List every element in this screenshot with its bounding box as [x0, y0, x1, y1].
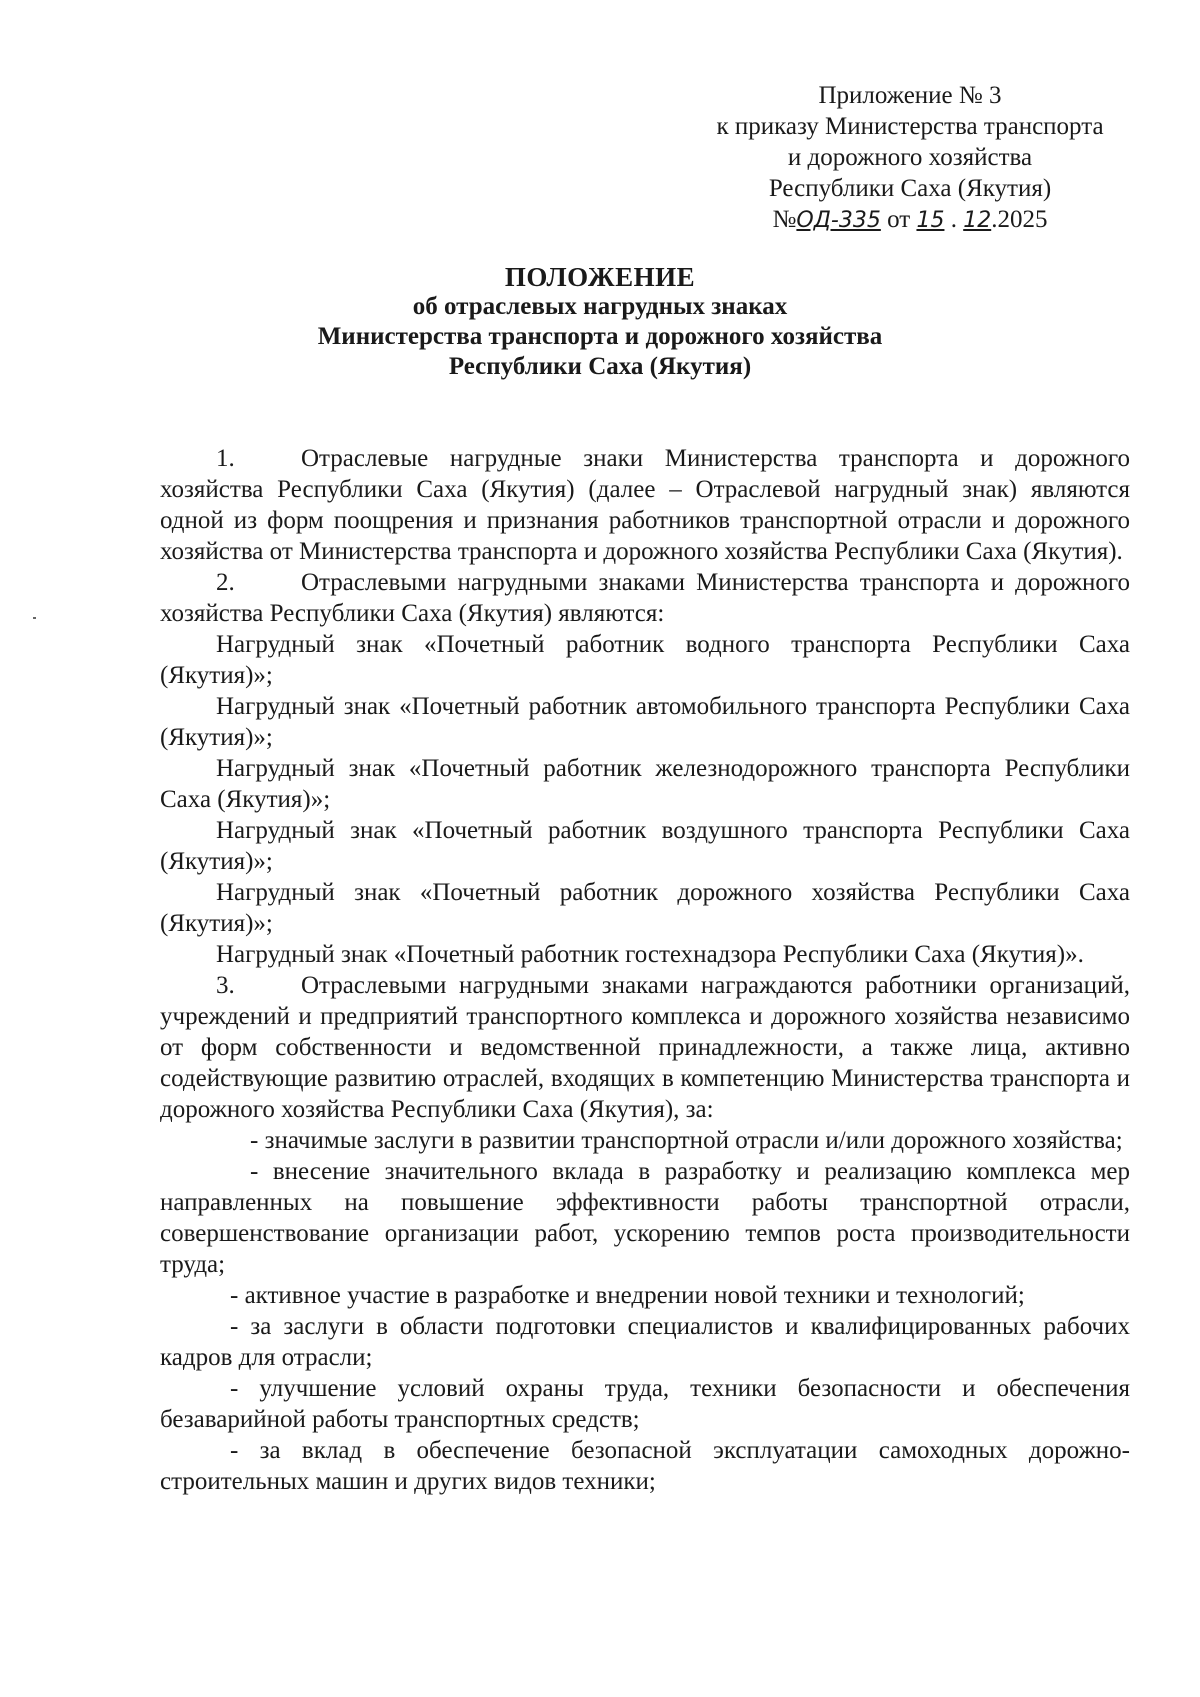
republic-line: Республики Саха (Якутия): [768, 175, 1052, 202]
merit-item: - активное участие в разработке и внедрении новой техники и технологий;: [230, 1282, 1025, 1309]
merit-item: - внесение значительного вклада в разработку и реализацию комплекса мер направленных на повышение эффективности работы транспортной отрасли, совершенствование организации работ, ускорению темпов роста производительности труда;: [160, 1158, 1130, 1278]
order-prefix: №: [772, 206, 797, 233]
paragraph-text: Отраслевыми нагрудными знаками Министерства транспорта и дорожного хозяйства Республики Саха (Якутия) являются:: [160, 569, 1130, 627]
order-reference-line: к приказу Министерства транспорта: [716, 113, 1104, 140]
paragraph-3: [160, 970, 1130, 1125]
merit-item: - улучшение условий охраны труда, техники безопасности и обеспечения безаварийной работы транспортных средств;: [160, 1375, 1130, 1433]
paragraph-number: 2.: [216, 569, 235, 596]
document-title: [150, 262, 1050, 382]
paragraph-number: 3.: [216, 972, 235, 999]
badge-item: Нагрудный знак «Почетный работник железнодорожного транспорта Республики Саха (Якутия)»;: [160, 755, 1130, 813]
title-ministry: Министерства транспорта и дорожного хозяйства: [317, 323, 883, 350]
badge-item: Нагрудный знак «Почетный работник автомобильного транспорта Республики Саха (Якутия)»;: [160, 693, 1130, 751]
scan-speck: [33, 617, 36, 619]
paragraph-text: Отраслевые нагрудные знаки Министерства транспорта и дорожного хозяйства Республики Саха (Якутия) (далее – Отраслевой нагрудный знак) являются одной из форм поощрения и признания работников транспортной отрасли и дорожного хозяйства от Министерства транспорта и дорожного хозяйства Республики Саха (Якутия).: [160, 445, 1130, 565]
order-year: .2025: [991, 206, 1048, 233]
order-day: 15: [916, 208, 945, 233]
merit-item: - за заслуги в области подготовки специалистов и квалифицированных рабочих кадров для отрасли;: [160, 1313, 1130, 1371]
order-details: №ОД-335 от 15 . 12.2025: [772, 206, 1048, 233]
merit-item: - значимые заслуги в развитии транспортной отрасли и/или дорожного хозяйства;: [250, 1127, 1123, 1154]
title-main: ПОЛОЖЕНИЕ: [504, 262, 696, 292]
order-number: ОД-335: [796, 208, 881, 233]
paragraph-1: [160, 443, 1130, 567]
merit-item: - за вклад в обеспечение безопасной эксплуатации самоходных дорожно-строительных машин и других видов техники;: [160, 1437, 1130, 1495]
title-subject: об отраслевых нагрудных знаках: [412, 293, 788, 320]
paragraph-number: 1.: [216, 445, 235, 472]
order-month: 12: [963, 208, 992, 233]
badge-item: Нагрудный знак «Почетный работник воздушного транспорта Республики Саха (Якутия)»;: [160, 817, 1130, 875]
badge-item: Нагрудный знак «Почетный работник дорожного хозяйства Республики Саха (Якутия)»;: [160, 879, 1130, 937]
paragraph-text: Отраслевыми нагрудными знаками награждаются работники организаций, учреждений и предприятий транспортного комплекса и дорожного хозяйства независимо от форм собственности и ведомственной принадлежности, а также лица, активно содействующие развитию отраслей, входящих в компетенцию Министерства транспорта и дорожного хозяйства Республики Саха (Якутия), за:: [160, 972, 1130, 1123]
title-republic: Республики Саха (Якутия): [448, 353, 752, 380]
document-body: [160, 443, 1130, 1497]
appendix-header: [660, 80, 1160, 236]
order-from: от: [887, 206, 911, 233]
appendix-number: Приложение № 3: [818, 82, 1002, 109]
paragraph-2: [160, 567, 1130, 629]
badge-item: Нагрудный знак «Почетный работник водного транспорта Республики Саха (Якутия)»;: [160, 631, 1130, 689]
ministry-line: и дорожного хозяйства: [787, 144, 1033, 171]
badge-item: Нагрудный знак «Почетный работник гостехнадзора Республики Саха (Якутия)».: [216, 941, 1084, 968]
